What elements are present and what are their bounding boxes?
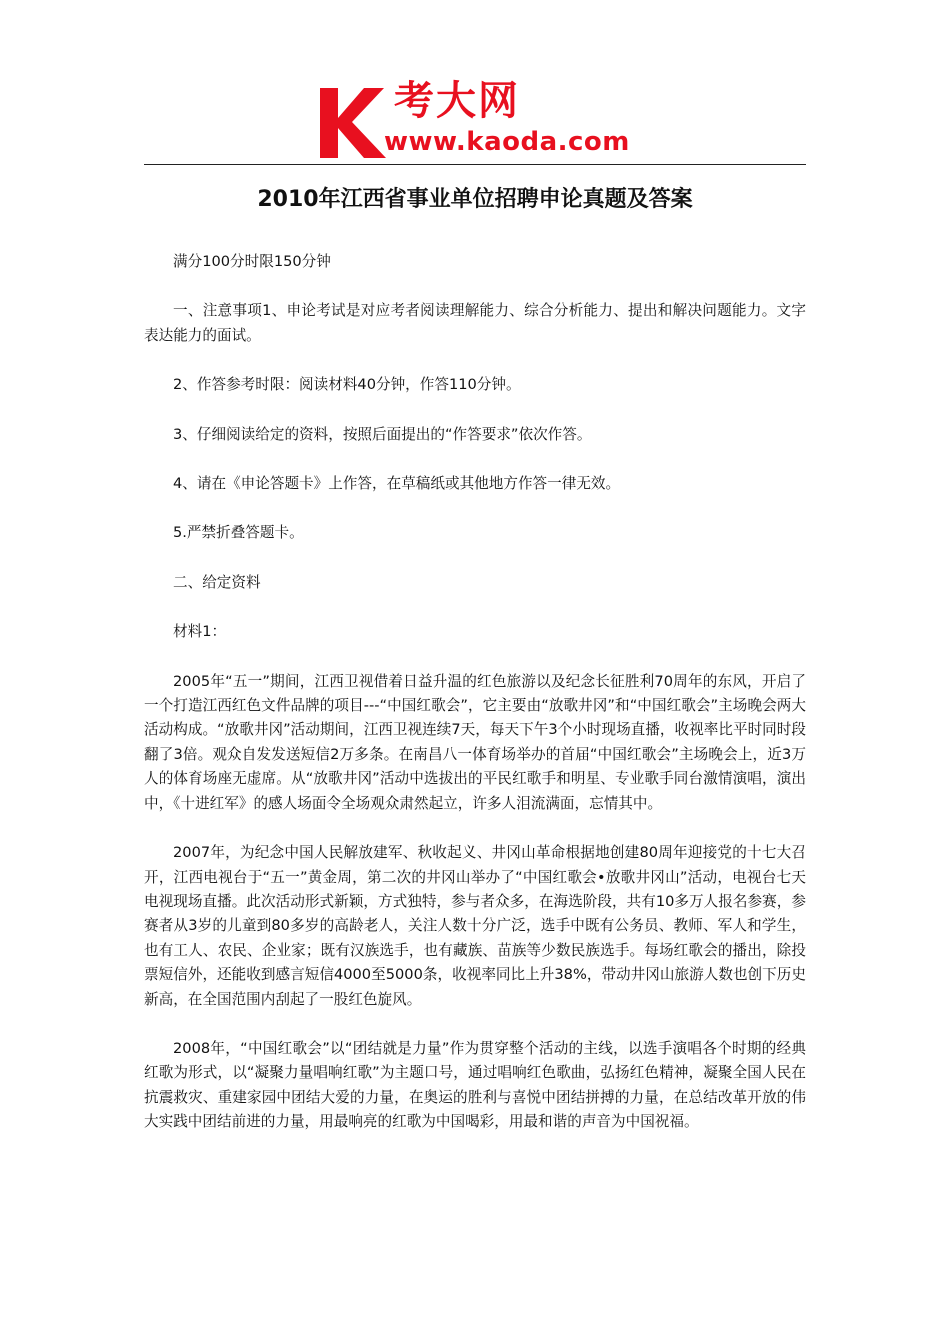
site-logo[interactable]	[316, 78, 646, 162]
logo-url: www.kaoda.com	[384, 127, 630, 157]
paragraph-2008: 2008年，“中国红歌会”以“团结就是力量”作为贯穿整个活动的主线，以选手演唱各个时期的经典红歌为形式，以“凝聚力量唱响红歌”为主题口号，通过唱响红色歌曲，弘扬红色精神，凝聚全国人民在抗震救灾、重建家园中团结大爱的力量，在奥运的胜利与喜悦中团结拼搏的力量，在总结改革开放的伟大实践中团结前进的力量，用最响亮的红歌为中国喝彩，用最和谐的声音为中国祝福。	[144, 1039, 806, 1131]
paragraph-notice-3: 3、仔细阅读给定的资料，按照后面提出的“作答要求”依次作答。	[173, 425, 592, 443]
k-letter-logo-icon	[316, 84, 386, 158]
paragraph-score-time: 满分100分时限150分钟	[173, 253, 331, 270]
paragraph-notice-4: 4、请在《申论答题卡》上作答，在草稿纸或其他地方作答一律无效。	[173, 475, 621, 493]
paragraph-notice-2: 2、作答参考时限：阅读材料40分钟，作答110分钟。	[173, 376, 521, 394]
header-divider	[144, 164, 806, 165]
document-body	[144, 250, 806, 1160]
section-heading-materials: 二、给定资料	[173, 573, 261, 591]
paragraph-notice-1: 一、注意事项1、申论考试是对应考者阅读理解能力、综合分析能力、提出和解决问题能力。文字表达能力的面试。	[144, 302, 806, 344]
logo-brand-name: 考大网	[394, 78, 520, 124]
document-title: 2010年江西省事业单位招聘申论真题及答案	[257, 187, 693, 212]
paragraph-2007: 2007年，为纪念中国人民解放建军、秋收起义、井冈山革命根据地创建80周年迎接党的十七大召开，江西电视台于“五一”黄金周，第二次的井冈山举办了“中国红歌会•放歌井冈山”活动，电视台七天电视现场直播。此次活动形式新颖，方式独特，参与者众多，在海选阶段，共有10多万人报名参赛，参赛者从3岁的儿童到80多岁的高龄老人，关注人数十分广泛，选手中既有公务员、教师、军人和学生，也有工人、农民、企业家；既有汉族选手，也有藏族、苗族等少数民族选手。每场红歌会的播出，除投票短信外，还能收到感言短信4000至5000条，收视率同比上升38%，带动井冈山旅游人数也创下历史新高，在全国范围内刮起了一股红色旋风。	[144, 844, 806, 1008]
material-label: 材料1：	[173, 623, 227, 641]
paragraph-notice-5: 5.严禁折叠答题卡。	[173, 524, 304, 542]
paragraph-2005: 2005年“五一”期间，江西卫视借着日益升温的红色旅游以及纪念长征胜利70周年的东风，开启了一个打造江西红色文件品牌的项目---“中国红歌会”，它主要由“放歌井冈”和“中国红歌会”主场晚会两大活动构成。“放歌井冈”活动期间，江西卫视连续7天，每天下午3个小时现场直播，收视率比平时同时段翻了3倍。观众自发发送短信2万多条。在南昌八一体育场举办的首届“中国红歌会”主场晚会上，近3万人的体育场座无虚席。从“放歌井冈”活动中选拔出的平民红歌手和明星、专业歌手同台激情演唱，演出中，《十进红军》的感人场面令全场观众肃然起立，许多人泪流满面，忘情其中。	[144, 672, 806, 812]
